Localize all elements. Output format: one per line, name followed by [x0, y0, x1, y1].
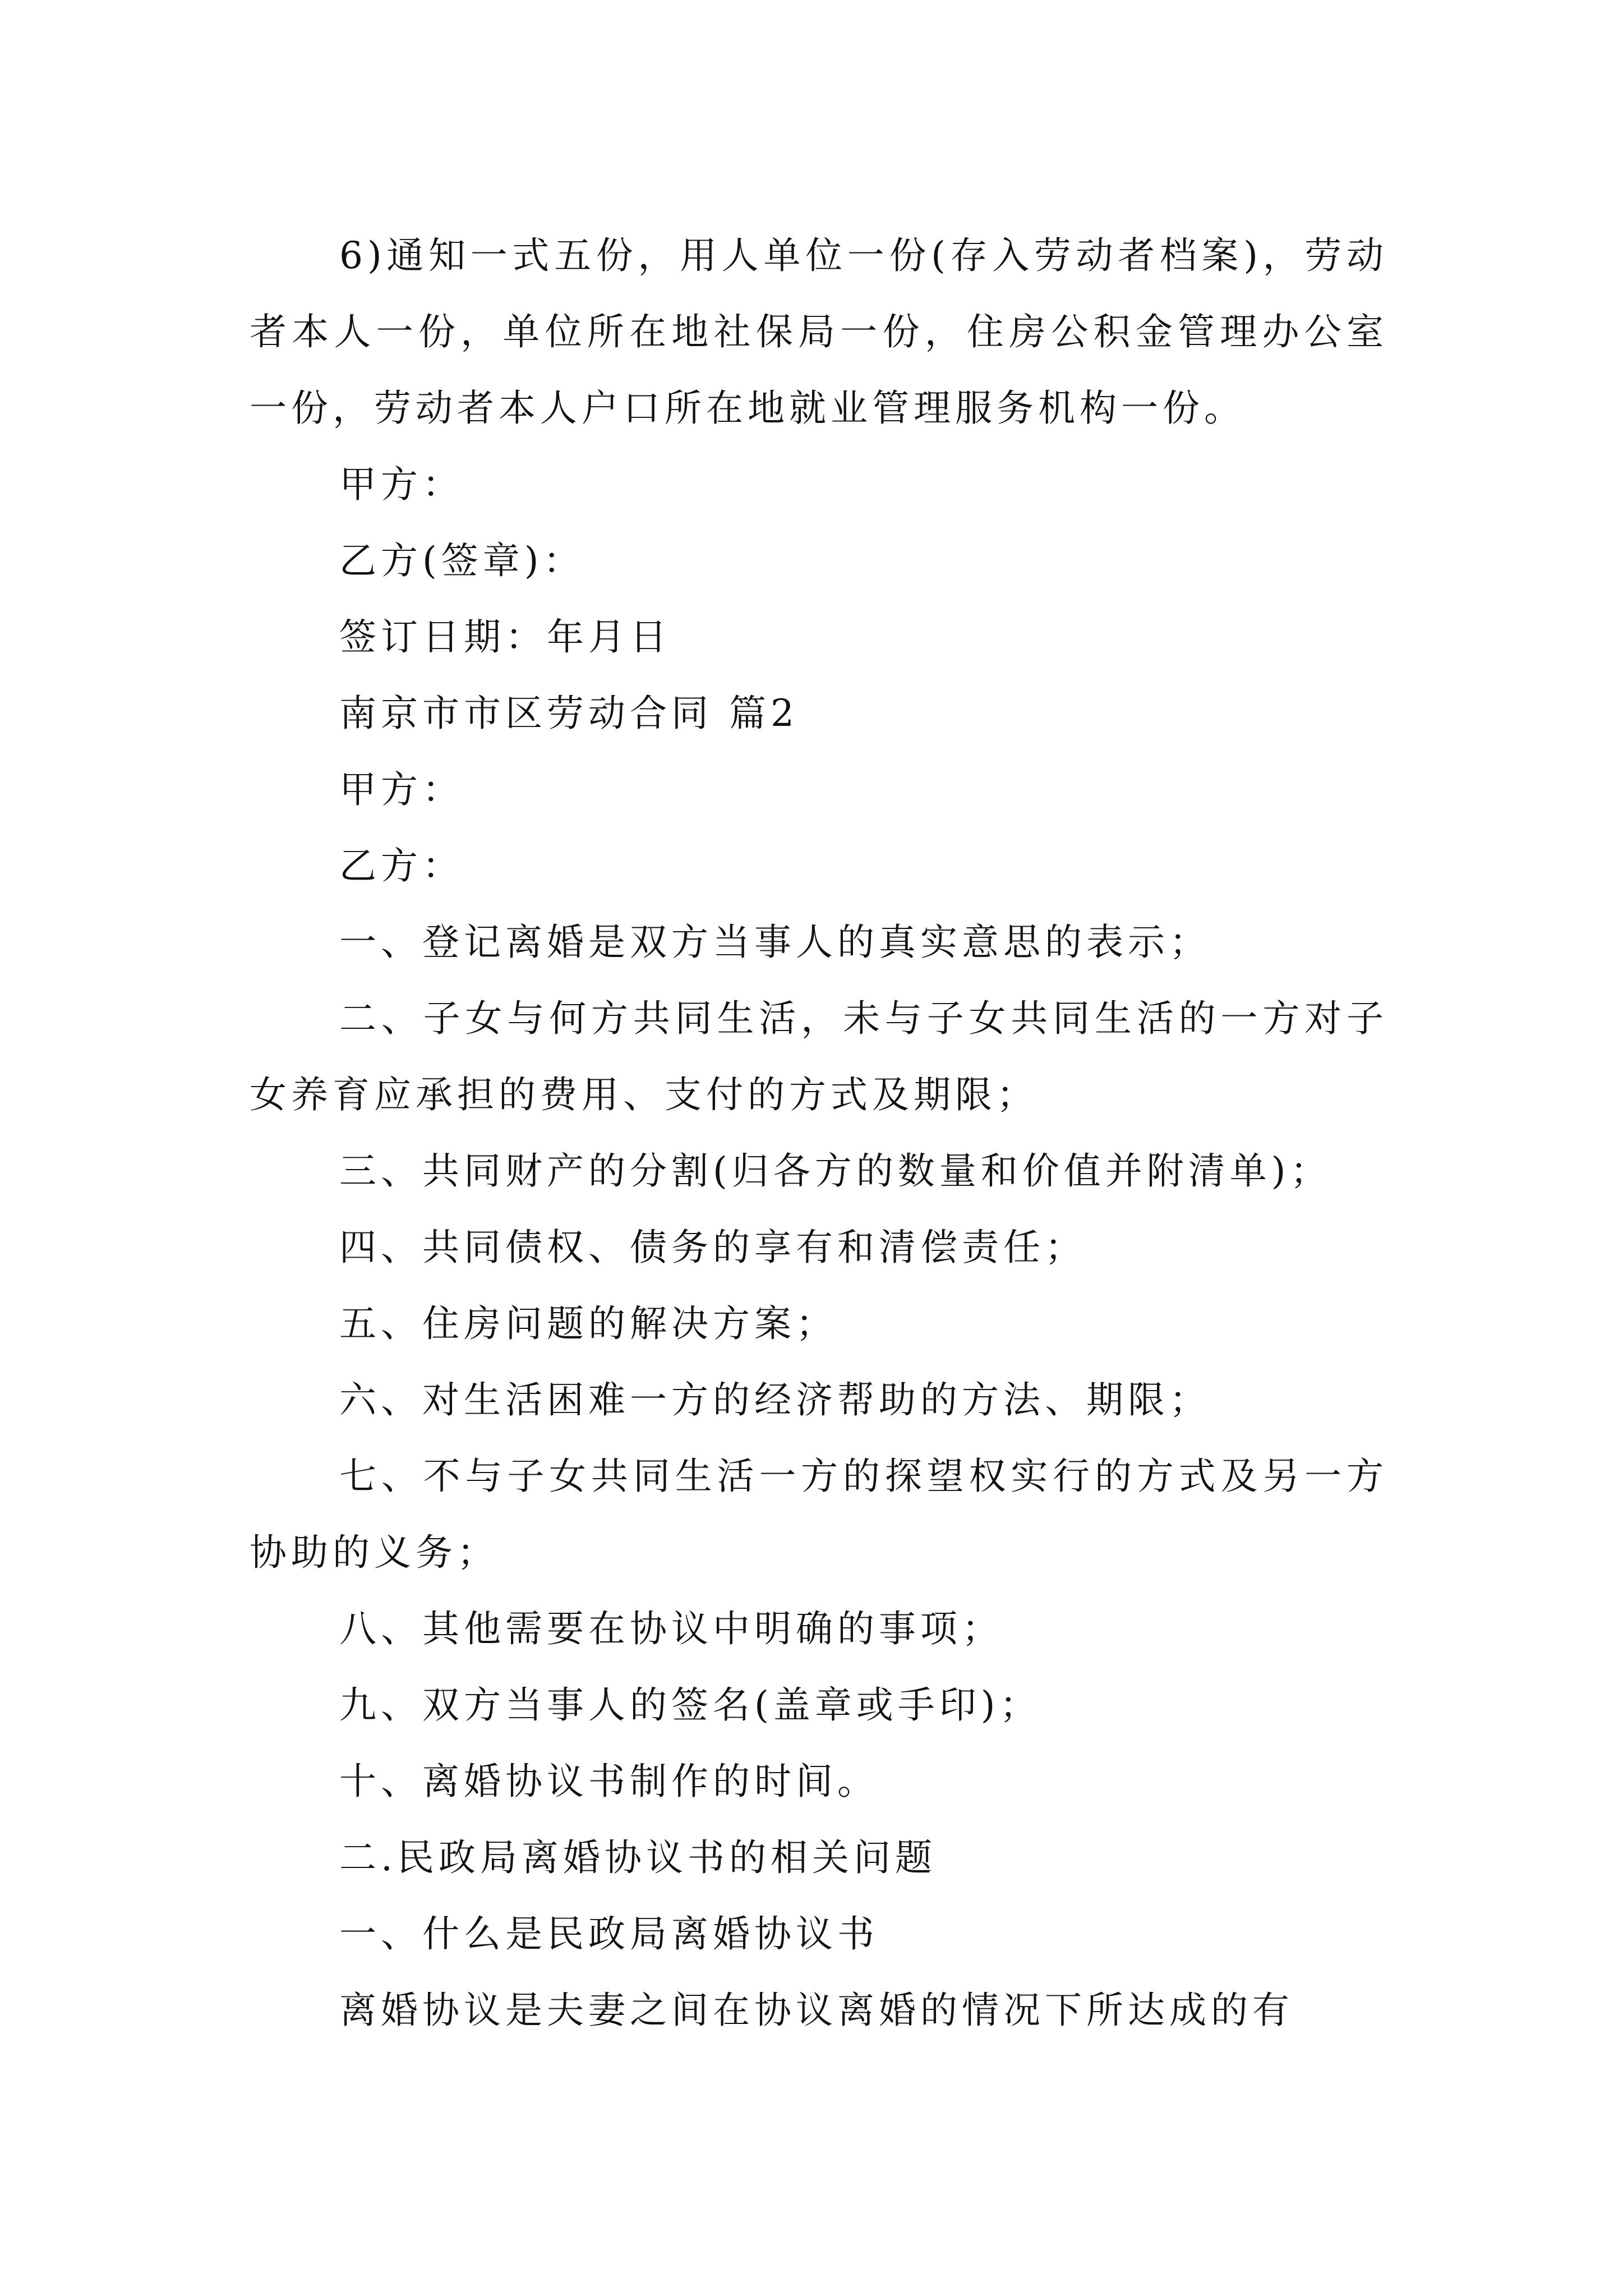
- paragraph-party-a-1: 甲方：: [339, 463, 464, 506]
- paragraph-party-b-2: 乙方：: [339, 844, 464, 887]
- document-body: [250, 218, 1388, 2049]
- paragraph-notice-copies: 6)通知一式五份，用人单位一份(存入劳动者档案)，劳动者本人一份，单位所在地社保局一份，住房公积金管理办公室一份，劳动者本人户口所在地就业管理服务机构一份。: [250, 234, 1388, 430]
- list-item-8: 八、其他需要在协议中明确的事项；: [339, 1607, 1003, 1650]
- list-item-5: 五、住房问题的解决方案；: [339, 1302, 837, 1345]
- section-title-contract-2: 南京市市区劳动合同 篇2: [339, 692, 799, 735]
- list-item-2: 二、子女与何方共同生活，未与子女共同生活的一方对子女养育应承担的费用、支付的方式及期限；: [250, 997, 1388, 1116]
- paragraph-definition: 离婚协议是夫妻之间在协议离婚的情况下所达成的有: [339, 1989, 1294, 2032]
- list-item-6: 六、对生活困难一方的经济帮助的方法、期限；: [339, 1378, 1211, 1421]
- list-item-1: 一、登记离婚是双方当事人的真实意思的表示；: [339, 921, 1211, 964]
- section-heading-related-issues: 二.民政局离婚协议书的相关问题: [339, 1836, 937, 1879]
- list-item-4: 四、共同债权、债务的享有和清偿责任；: [339, 1226, 1086, 1269]
- list-item-3: 三、共同财产的分割(归各方的数量和价值并附清单)；: [339, 1149, 1332, 1193]
- paragraph-sign-date: 签订日期：年月日: [339, 615, 671, 659]
- list-item-7: 七、不与子女共同生活一方的探望权实行的方式及另一方协助的义务；: [250, 1455, 1388, 1574]
- paragraph-party-b-seal: 乙方(签章)：: [339, 539, 585, 582]
- subsection-heading-what-is: 一、什么是民政局离婚协议书: [339, 1912, 879, 1955]
- list-item-9: 九、双方当事人的签名(盖章或手印)；: [339, 1683, 1041, 1727]
- paragraph-party-a-2: 甲方：: [339, 768, 464, 811]
- list-item-10: 十、离婚协议书制作的时间。: [339, 1760, 879, 1803]
